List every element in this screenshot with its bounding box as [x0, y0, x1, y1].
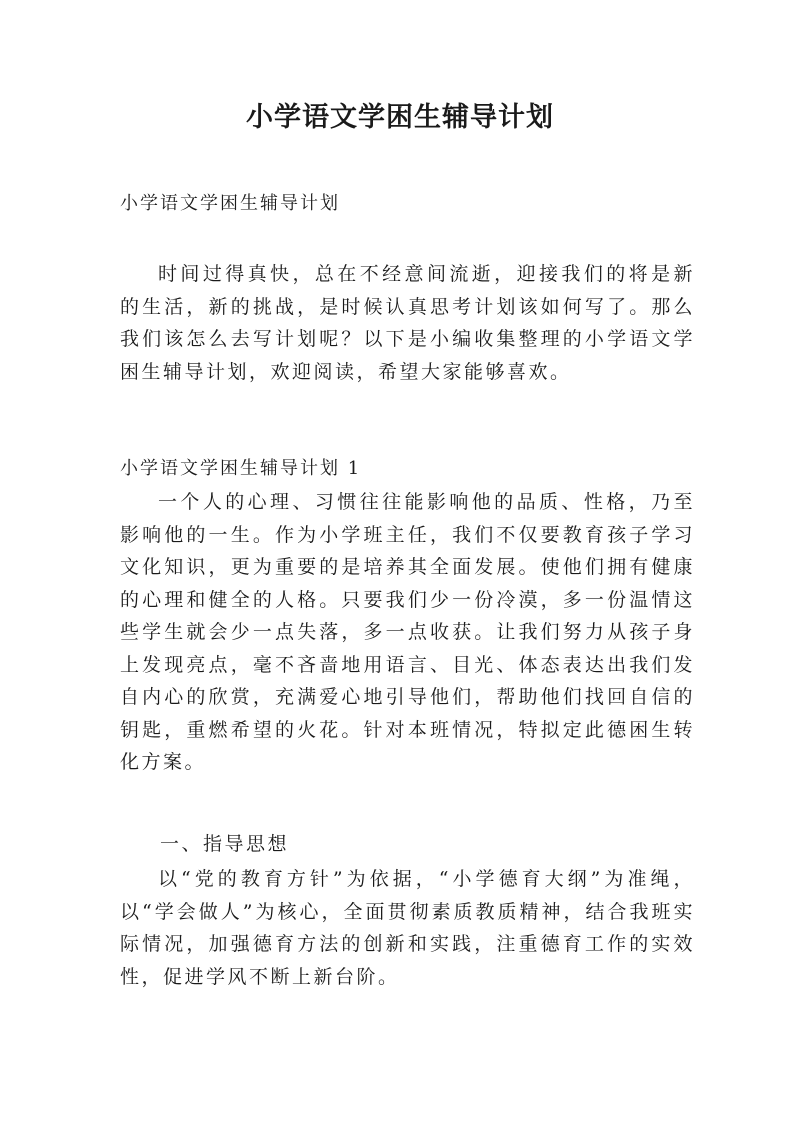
intro-paragraph: 时间过得真快，总在不经意间流逝，迎接我们的将是新的生活，新的挑战，是时候认真思考计划该如何写了。那么我们该怎么去写计划呢？以下是小编收集整理的小学语文学困生辅导计划，欢迎阅读，希望大家能够喜欢。	[120, 263, 695, 383]
guiding-ideology-paragraph: 以“党的教育方针”为依据，“小学德育大纲”为准绳，以“学会做人”为核心，全面贯彻素质教质精神，结合我班实际情况，加强德育方法的创新和实践，注重德育工作的实效性，促进学风不断上新台阶。	[120, 868, 695, 988]
guiding-ideology-heading: 一、指导思想	[160, 833, 290, 855]
document-subtitle: 小学语文学困生辅导计划	[120, 193, 340, 214]
document-title: 小学语文学困生辅导计划	[246, 102, 554, 133]
plan-1-body-paragraph: 一个人的心理、习惯往往能影响他的品质、性格，乃至影响他的一生。作为小学班主任，我们不仅要教育孩子学习文化知识，更为重要的是培养其全面发展。使他们拥有健康的心理和健全的人格。只要我们少一份冷漠，多一份温情这些学生就会少一点失落，多一点收获。让我们努力从孩子身上发现亮点，毫不吝啬地用语言、目光、体态表达出我们发自内心的欣赏，充满爱心地引导他们，帮助他们找回自信的钥匙，重燃希望的火花。针对本班情况，特拟定此德困生转化方案。	[120, 491, 695, 773]
plan-1-title: 小学语文学困生辅导计划 1	[120, 458, 362, 479]
